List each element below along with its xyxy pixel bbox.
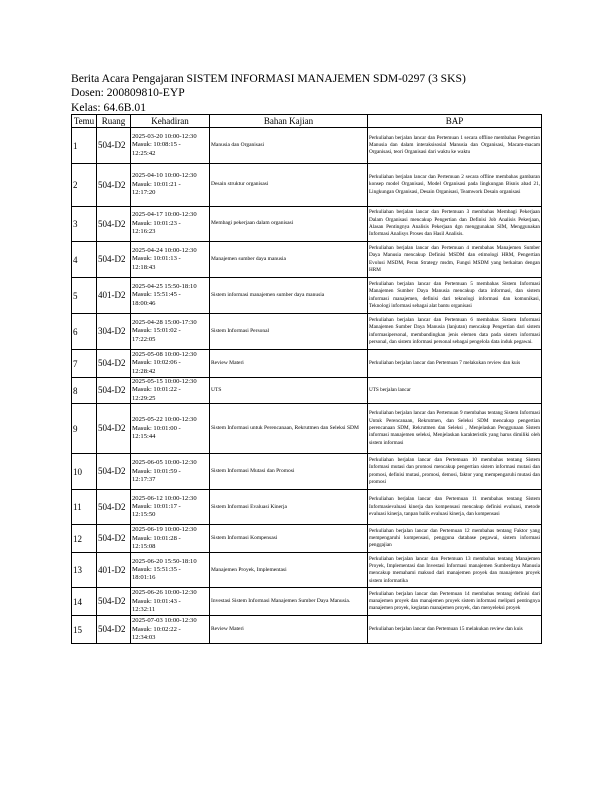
- schedule-time: 2025-06-26 10:00-12:30: [132, 589, 197, 597]
- cell-bap: Perkuliahan berjalan lancar dan Pertemuan 6 membahas Sistem Informasi Manajemen Sumber Daya Manusia (lanjutan) mencakup Pengertian dari sistem informasipersonal, membandingkan jenis elemen data pada sistem informasi personal, dan sistem informasi personal sebagai pengelola data induk pegawai.: [368, 314, 542, 350]
- check-out-time: 12:28:42: [132, 367, 156, 375]
- check-out-time: 18:01:16: [132, 574, 156, 582]
- table-row: [72, 378, 542, 404]
- check-out-time: 12:17:20: [132, 189, 156, 197]
- cell-bahan-kajian: Manajemen sumber daya manusia: [210, 242, 368, 278]
- cell-bap: Perkuliahan berjalan lancar dan Pertemuan 10 membahas tentang Sistem Informasi mutasi dan promosi mencakup pengertian sistem informasi mutasi dan promosi, definisi mutasi, promosi, demosi, faktor yang mempengaruhi mutasi dan promosi: [368, 454, 542, 490]
- cell-bap: Perkuliahan berjalan lancar dan Pertemuan 12 membahas tentang Faktor yang mempengaruhi kompensasi, pengguna database pegawai, sistem informasi penggajian: [368, 525, 542, 553]
- table-row: [72, 404, 542, 454]
- cell-bahan-kajian: Desain struktur organisasi: [210, 164, 368, 207]
- cell-temu: 11: [72, 490, 97, 525]
- check-in-time: Masuk: 15:01:02 -: [132, 327, 181, 335]
- header-temu: Temu: [72, 115, 97, 128]
- check-out-time: 17:22:05: [132, 335, 156, 343]
- cell-ruang: 504-D2: [97, 490, 131, 525]
- check-in-time: Masuk: 10:01:17 -: [132, 503, 181, 511]
- check-in-time: Masuk: 10:01:43 -: [132, 597, 181, 605]
- header-bahan-kajian: Bahan Kajian: [210, 115, 368, 128]
- cell-bahan-kajian: UTS: [210, 378, 368, 404]
- check-in-time: Masuk: 10:02:22 -: [132, 625, 181, 633]
- cell-ruang: 504-D2: [97, 404, 131, 454]
- check-in-time: Masuk: 10:01:59 -: [132, 467, 181, 475]
- check-in-time: Masuk: 10:08:15 -: [132, 141, 181, 149]
- cell-temu: 7: [72, 350, 97, 378]
- cell-kehadiran: [131, 128, 210, 164]
- cell-temu: 12: [72, 525, 97, 553]
- check-in-time: Masuk: 10:01:23 -: [132, 219, 181, 227]
- cell-ruang: 504-D2: [97, 164, 131, 207]
- cell-kehadiran: [131, 490, 210, 525]
- cell-temu: 10: [72, 454, 97, 490]
- cell-temu: 5: [72, 278, 97, 314]
- cell-ruang: 504-D2: [97, 207, 131, 242]
- cell-temu: 9: [72, 404, 97, 454]
- document-header: [71, 72, 541, 115]
- schedule-time: 2025-06-12 10:00-12:30: [132, 494, 197, 502]
- schedule-time: 2025-04-25 15:50-18:10: [132, 282, 197, 290]
- schedule-time: 2025-06-05 10:00-12:30: [132, 459, 197, 467]
- schedule-time: 2025-06-19 10:00-12:30: [132, 526, 197, 534]
- cell-bap: Perkuliahan berjalan lancar dan Pertemuan 2 secara offline membahas gambaran konsep model Organisasi, Model Organisasi pada lingkungan Bisnis abad 21, Lingkungan Organisasi, Desain Organisasi, Teamwork Desain organisasi: [368, 164, 542, 207]
- cell-bap: Perkuliahan berjalan lancar dan Pertemuan 3 membahas Membagi Pekerjaan Dalam Organisasi mencakup Pengertian dan Definisi Job Analisis Pekerjaan, Alasan Pentingnya Analisis Pekerjaan dgn menggunakan SIM, Menggunakan Informasi Analisys Proses dan Hasil Analisis.: [368, 207, 542, 242]
- cell-kehadiran: [131, 553, 210, 588]
- check-in-time: Masuk: 10:01:13 -: [132, 255, 181, 263]
- cell-bahan-kajian: Review Materi: [210, 616, 368, 644]
- cell-kehadiran: [131, 207, 210, 242]
- check-out-time: 18:00:46: [132, 299, 156, 307]
- table-row: [72, 164, 542, 207]
- cell-bahan-kajian: Sistem Informasi Kompensasi: [210, 525, 368, 553]
- schedule-time: 2025-05-08 10:00-12:30: [132, 350, 197, 358]
- cell-kehadiran: [131, 454, 210, 490]
- cell-bahan-kajian: Sistem informasi manajemen sumber daya manusia: [210, 278, 368, 314]
- check-in-time: Masuk: 10:01:00 -: [132, 424, 181, 432]
- cell-bahan-kajian: Manusia dan Organisasi: [210, 128, 368, 164]
- cell-bahan-kajian: Sistem Informasi Mutasi dan Promosi: [210, 454, 368, 490]
- lecturer-id: Dosen: 200809810-EYP: [71, 86, 185, 100]
- cell-bap: Perkuliahan berjalan lancar dan Pertemuan 15 melakukan review dan kuis: [368, 616, 542, 644]
- cell-ruang: 504-D2: [97, 525, 131, 553]
- cell-ruang: 401-D2: [97, 553, 131, 588]
- check-out-time: 12:15:08: [132, 542, 156, 550]
- check-out-time: 12:29:25: [132, 394, 156, 402]
- cell-ruang: 504-D2: [97, 350, 131, 378]
- table-row: [72, 314, 542, 350]
- cell-ruang: 401-D2: [97, 278, 131, 314]
- table-row: [72, 525, 542, 553]
- cell-kehadiran: [131, 164, 210, 207]
- cell-temu: 13: [72, 553, 97, 588]
- check-out-time: 12:34:03: [132, 633, 156, 641]
- header-bap: BAP: [368, 115, 542, 128]
- check-out-time: 12:15:50: [132, 511, 156, 519]
- cell-temu: 15: [72, 616, 97, 644]
- cell-kehadiran: [131, 378, 210, 404]
- cell-bahan-kajian: Sistem Informasi Evaluasi Kinerja: [210, 490, 368, 525]
- cell-temu: 6: [72, 314, 97, 350]
- cell-temu: 3: [72, 207, 97, 242]
- cell-ruang: 304-D2: [97, 314, 131, 350]
- cell-bap: Perkuliahan berjalan lancar dan Pertemuan 7 melakukan review dan kuis: [368, 350, 542, 378]
- cell-bahan-kajian: Review Materi: [210, 350, 368, 378]
- cell-kehadiran: [131, 350, 210, 378]
- check-in-time: Masuk: 10:01:22 -: [132, 386, 181, 394]
- header-ruang: Ruang: [97, 115, 131, 128]
- schedule-time: 2025-04-10 10:00-12:30: [132, 172, 197, 180]
- cell-kehadiran: [131, 525, 210, 553]
- check-out-time: 12:25:42: [132, 149, 156, 157]
- cell-ruang: 504-D2: [97, 616, 131, 644]
- cell-bap: Perkuliahan berjalan lancar dan Pertemuan 13 membahas tentang Manajemen Proyek, Implementasi dan Investasi Informasi manajemen Sumberdaya Manusia mencakup memahami maksud dari manajemen proyek dan manajemen proyek sistem informatika: [368, 553, 542, 588]
- cell-kehadiran: [131, 314, 210, 350]
- check-in-time: Masuk: 15:51:35 -: [132, 566, 181, 574]
- cell-temu: 2: [72, 164, 97, 207]
- table-row: [72, 490, 542, 525]
- cell-ruang: 504-D2: [97, 454, 131, 490]
- check-out-time: 12:17:37: [132, 475, 156, 483]
- cell-ruang: 504-D2: [97, 128, 131, 164]
- schedule-time: 2025-04-28 15:00-17:30: [132, 318, 197, 326]
- cell-ruang: 504-D2: [97, 242, 131, 278]
- check-in-time: Masuk: 10:01:28 -: [132, 534, 181, 542]
- schedule-time: 2025-05-22 10:00-12:30: [132, 416, 197, 424]
- class-code: Kelas: 64.6B.01: [71, 100, 147, 114]
- cell-bap: Perkuliahan berjalan lancar dan Pertemuan 9 membahas tentang Sistem Informasi Untuk Perencanaan, Rekrutmen, dan Seleksi SDM mencakup pengertian perencanaan SDM, Rekrutmen dan Seleksi , Menjelaskan Penggunaan Sistem informasi manajemen seleksi, Menjelaskan karakteristik yang harus dimiliki oleh sistem informasi: [368, 404, 542, 454]
- check-out-time: 12:32:11: [132, 605, 156, 613]
- check-in-time: Masuk: 10:02:06 -: [132, 359, 181, 367]
- table-row: [72, 242, 542, 278]
- table-row: [72, 278, 542, 314]
- cell-kehadiran: [131, 404, 210, 454]
- check-in-time: Masuk: 15:51:45 -: [132, 291, 181, 299]
- cell-bap: Perkuliahan berjalan lancar dan Pertemuan 11 membahas tentang Sistem Informasievaluasi kinerja dan kompensasi mencakup definisi evaluasi, metode evaluasi kinerja, tanpan balik evaluasi kinerja, dan kompensasi: [368, 490, 542, 525]
- cell-bap: UTS berjalan lancar: [368, 378, 542, 404]
- schedule-time: 2025-03-20 10:00-12:30: [132, 132, 197, 140]
- cell-bahan-kajian: Investasi Sistem Informasi Manajemen Sumber Daya Manusia.: [210, 588, 368, 616]
- cell-kehadiran: [131, 616, 210, 644]
- cell-bap: Perkuliahan berjalan lancar dan Pertemuan 1 secara offline membahas Pengertian Manusia dan dalam interaksisosial Manusia dan Organisasi, Macam-macam Organisasi, teori Organisasi dari waktu ke waktu: [368, 128, 542, 164]
- cell-bap: Perkuliahan berjalan lancar dan Pertemuan 5 membahas Sistem Informasi Manajemen Sumber Daya Manusia mencakup data informasi, dan sistem informasi manajemen, definisi dari teknologi informasi dan komunikasi, Teknologi informasi sebagai alat bantu organisasi: [368, 278, 542, 314]
- header-kehadiran: Kehadiran: [131, 115, 210, 128]
- check-out-time: 12:15:44: [132, 432, 156, 440]
- teaching-record-table: [71, 114, 542, 644]
- cell-kehadiran: [131, 588, 210, 616]
- table-header-row: [72, 115, 542, 128]
- check-out-time: 12:16:23: [132, 228, 156, 236]
- cell-bahan-kajian: Sistem Informasi Personal: [210, 314, 368, 350]
- cell-bahan-kajian: Membagi pekerjaan dalam organisasi: [210, 207, 368, 242]
- cell-temu: 4: [72, 242, 97, 278]
- cell-bahan-kajian: Sistem Informasi untuk Perencanaan, Rekrutmen dan Seleksi SDM: [210, 404, 368, 454]
- table-row: [72, 350, 542, 378]
- schedule-time: 2025-06-20 15:50-18:10: [132, 557, 197, 565]
- table-row: [72, 616, 542, 644]
- cell-temu: 1: [72, 128, 97, 164]
- table-row: [72, 454, 542, 490]
- course-title: Berita Acara Pengajaran SISTEM INFORMASI MANAJEMEN SDM-0297 (3 SKS): [71, 72, 466, 85]
- table-row: [72, 588, 542, 616]
- check-out-time: 12:18:43: [132, 263, 156, 271]
- table-row: [72, 128, 542, 164]
- cell-temu: 8: [72, 378, 97, 404]
- schedule-time: 2025-05-15 10:00-12:30: [132, 378, 197, 385]
- schedule-time: 2025-04-17 10:00-12:30: [132, 211, 197, 219]
- schedule-time: 2025-04-24 10:00-12:30: [132, 246, 197, 254]
- cell-ruang: 504-D2: [97, 588, 131, 616]
- schedule-time: 2025-07-03 10:00-12:30: [132, 617, 197, 625]
- cell-bahan-kajian: Manajemen Proyek, Implementasi: [210, 553, 368, 588]
- cell-ruang: 504-D2: [97, 378, 131, 404]
- table-row: [72, 553, 542, 588]
- cell-temu: 14: [72, 588, 97, 616]
- check-in-time: Masuk: 10:01:21 -: [132, 180, 181, 188]
- cell-bap: Perkuliahan berjalan lancar dan Pertemuan 14 membahas tentang definisi dari manajemen proyek dan manajemen proyek sistem informasi meliputi pentingnya manajemen proyek, kegiatan manajemen proyek, dan menyeleksi proyek: [368, 588, 542, 616]
- table-row: [72, 207, 542, 242]
- cell-bap: Perkuliahan berjalan lancar dan Pertemuan 4 membahas Manajemen Sumber Daya Manusia mencakup Definisi MSDM dan etimologi HRM, Pengertian Evolusi MSDM, Peran Strategy msdm, Fungsi MSDM yang berkaitan dengan HRM: [368, 242, 542, 278]
- cell-kehadiran: [131, 278, 210, 314]
- cell-kehadiran: [131, 242, 210, 278]
